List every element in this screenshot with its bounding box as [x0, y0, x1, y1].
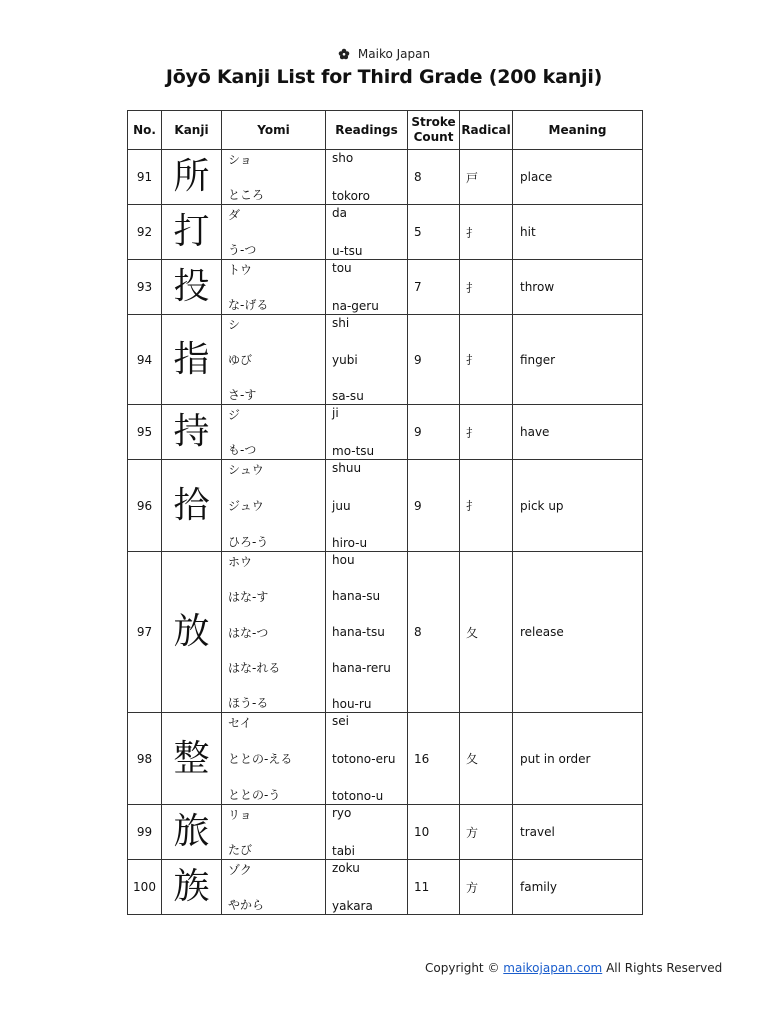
column-header-stroke-count: Stroke Count — [408, 111, 460, 150]
reading-entry: tabi — [332, 844, 356, 858]
meaning: put in order — [513, 713, 643, 805]
stroke-count: 9 — [408, 460, 460, 552]
stroke-count: 10 — [408, 805, 460, 860]
meaning: finger — [513, 315, 643, 405]
kanji-character: 拾 — [162, 460, 222, 552]
yomi-entry: ジュウ — [228, 499, 264, 513]
yomi-entry: ジ — [228, 408, 241, 422]
readings-list — [326, 150, 407, 204]
yomi-entry: ゆび — [228, 353, 253, 367]
table-row — [128, 805, 643, 860]
row-number: 91 — [128, 150, 162, 205]
table-header-row — [128, 111, 643, 150]
copyright-footer — [425, 961, 722, 975]
reading-entry: sa-su — [332, 389, 364, 403]
yomi-entry: セイ — [228, 716, 252, 730]
yomi-entry: さ-す — [228, 388, 257, 402]
table-row — [128, 713, 643, 805]
yomi-entry: ダ — [228, 208, 241, 222]
yomi-entry: シュウ — [228, 463, 264, 477]
page-title: Jōyō Kanji List for Third Grade (200 kanji) — [165, 66, 603, 88]
yomi-list — [222, 713, 325, 804]
meaning: hit — [513, 205, 643, 260]
reading-entry: mo-tsu — [332, 444, 375, 458]
yomi-list — [222, 552, 325, 712]
kanji-character: 放 — [162, 552, 222, 713]
readings-cell — [326, 460, 408, 552]
reading-entry: yakara — [332, 899, 373, 913]
kanji-character: 所 — [162, 150, 222, 205]
yomi-cell — [222, 405, 326, 460]
kanji-character: 打 — [162, 205, 222, 260]
readings-list — [326, 805, 407, 859]
kanji-character: 持 — [162, 405, 222, 460]
column-header-readings: Readings — [326, 111, 408, 150]
radical: 戸 — [460, 150, 513, 205]
yomi-entry: トウ — [228, 263, 253, 277]
yomi-entry: ゾク — [228, 863, 252, 877]
stroke-count: 9 — [408, 405, 460, 460]
reading-entry: sho — [332, 151, 354, 165]
radical: 方 — [460, 805, 513, 860]
row-number: 98 — [128, 713, 162, 805]
brand-header — [0, 47, 768, 63]
readings-list — [326, 315, 407, 404]
reading-entry: da — [332, 206, 347, 220]
row-number: 95 — [128, 405, 162, 460]
readings-cell — [326, 860, 408, 915]
reading-entry: shi — [332, 316, 350, 330]
readings-list — [326, 860, 407, 914]
table-row — [128, 460, 643, 552]
column-header-yomi: Yomi — [222, 111, 326, 150]
yomi-entry: ショ — [228, 153, 252, 167]
yomi-list — [222, 405, 325, 459]
reading-entry: sei — [332, 714, 349, 728]
yomi-entry: はな-つ — [228, 625, 269, 640]
reading-entry: hana-tsu — [332, 625, 385, 639]
reading-entry: hou-ru — [332, 697, 372, 711]
yomi-entry: ほう-る — [228, 696, 269, 710]
readings-list — [326, 552, 407, 712]
radical: 扌 — [460, 460, 513, 552]
yomi-entry: な-げる — [228, 298, 269, 312]
yomi-entry: シ — [228, 318, 241, 332]
column-header-no: No. — [128, 111, 162, 150]
readings-list — [326, 205, 407, 259]
yomi-entry: ととの-える — [228, 752, 293, 766]
row-number: 94 — [128, 315, 162, 405]
kanji-character: 旅 — [162, 805, 222, 860]
readings-list — [326, 260, 407, 314]
yomi-entry: たび — [228, 843, 253, 857]
meaning: pick up — [513, 460, 643, 552]
stroke-count: 11 — [408, 860, 460, 915]
reading-entry: ryo — [332, 806, 352, 820]
yomi-entry: ところ — [228, 188, 265, 202]
yomi-list — [222, 460, 325, 551]
yomi-cell — [222, 315, 326, 405]
column-header-radical: Radical — [460, 111, 513, 150]
table-row — [128, 860, 643, 915]
table-row — [128, 552, 643, 713]
yomi-entry: う-つ — [228, 243, 257, 257]
reading-entry: totono-eru — [332, 751, 396, 766]
column-header-meaning: Meaning — [513, 111, 643, 150]
table-row — [128, 405, 643, 460]
table-body — [128, 150, 643, 915]
meaning: family — [513, 860, 643, 915]
flower-logo-icon — [338, 48, 350, 63]
table-row — [128, 150, 643, 205]
reading-entry: u-tsu — [332, 244, 363, 258]
row-number: 97 — [128, 552, 162, 713]
readings-list — [326, 713, 407, 804]
row-number: 100 — [128, 860, 162, 915]
stroke-count: 16 — [408, 713, 460, 805]
readings-list — [326, 460, 407, 551]
yomi-entry: も-つ — [228, 443, 257, 457]
yomi-entry: ひろ-う — [228, 535, 269, 549]
kanji-character: 指 — [162, 315, 222, 405]
readings-cell — [326, 713, 408, 805]
yomi-cell — [222, 552, 326, 713]
reading-entry: juu — [332, 498, 351, 513]
readings-cell — [326, 405, 408, 460]
copyright-suffix: All Rights Reserved — [606, 961, 723, 975]
yomi-list — [222, 150, 325, 204]
yomi-list — [222, 805, 325, 859]
yomi-cell — [222, 205, 326, 260]
reading-entry: na-geru — [332, 299, 379, 313]
column-header-kanji: Kanji — [162, 111, 222, 150]
readings-cell — [326, 205, 408, 260]
yomi-cell — [222, 713, 326, 805]
yomi-cell — [222, 805, 326, 860]
readings-cell — [326, 805, 408, 860]
table-row — [128, 205, 643, 260]
radical: 扌 — [460, 405, 513, 460]
yomi-entry: リョ — [228, 808, 252, 822]
meaning: place — [513, 150, 643, 205]
yomi-cell — [222, 460, 326, 552]
maikojapan-link[interactable]: maikojapan.com — [503, 961, 603, 975]
meaning: throw — [513, 260, 643, 315]
reading-entry: tou — [332, 261, 352, 275]
readings-cell — [326, 260, 408, 315]
readings-cell — [326, 150, 408, 205]
yomi-entry: やから — [228, 898, 265, 912]
yomi-entry: はな-れる — [228, 660, 281, 675]
radical: 夂 — [460, 713, 513, 805]
radical: 扌 — [460, 315, 513, 405]
table-row — [128, 260, 643, 315]
kanji-character: 族 — [162, 860, 222, 915]
yomi-cell — [222, 260, 326, 315]
row-number: 99 — [128, 805, 162, 860]
radical: 扌 — [460, 260, 513, 315]
readings-cell — [326, 552, 408, 713]
row-number: 93 — [128, 260, 162, 315]
reading-entry: hana-reru — [332, 661, 391, 675]
reading-entry: totono-u — [332, 789, 384, 803]
copyright-prefix: Copyright © — [425, 961, 500, 975]
readings-list — [326, 405, 407, 459]
yomi-entry: ととの-う — [228, 788, 281, 802]
yomi-entry: ホウ — [228, 555, 253, 569]
reading-entry: hana-su — [332, 589, 381, 603]
stroke-count: 9 — [408, 315, 460, 405]
stroke-count: 8 — [408, 150, 460, 205]
reading-entry: tokoro — [332, 189, 370, 203]
reading-entry: shuu — [332, 461, 362, 475]
kanji-table — [127, 110, 643, 915]
stroke-count: 8 — [408, 552, 460, 713]
row-number: 96 — [128, 460, 162, 552]
radical: 方 — [460, 860, 513, 915]
meaning: have — [513, 405, 643, 460]
yomi-cell — [222, 860, 326, 915]
kanji-character: 整 — [162, 713, 222, 805]
table-row — [128, 315, 643, 405]
yomi-list — [222, 205, 325, 259]
reading-entry: zoku — [332, 861, 360, 875]
meaning: release — [513, 552, 643, 713]
stroke-count: 5 — [408, 205, 460, 260]
yomi-entry: はな-す — [228, 590, 269, 605]
yomi-list — [222, 260, 325, 314]
yomi-list — [222, 860, 325, 914]
yomi-cell — [222, 150, 326, 205]
yomi-list — [222, 315, 325, 404]
readings-cell — [326, 315, 408, 405]
row-number: 92 — [128, 205, 162, 260]
radical: 扌 — [460, 205, 513, 260]
reading-entry: yubi — [332, 352, 358, 367]
stroke-count: 7 — [408, 260, 460, 315]
meaning: travel — [513, 805, 643, 860]
reading-entry: hou — [332, 553, 355, 567]
reading-entry: ji — [332, 406, 339, 420]
radical: 夂 — [460, 552, 513, 713]
brand-name: Maiko Japan — [357, 47, 431, 61]
reading-entry: hiro-u — [332, 536, 368, 550]
kanji-character: 投 — [162, 260, 222, 315]
